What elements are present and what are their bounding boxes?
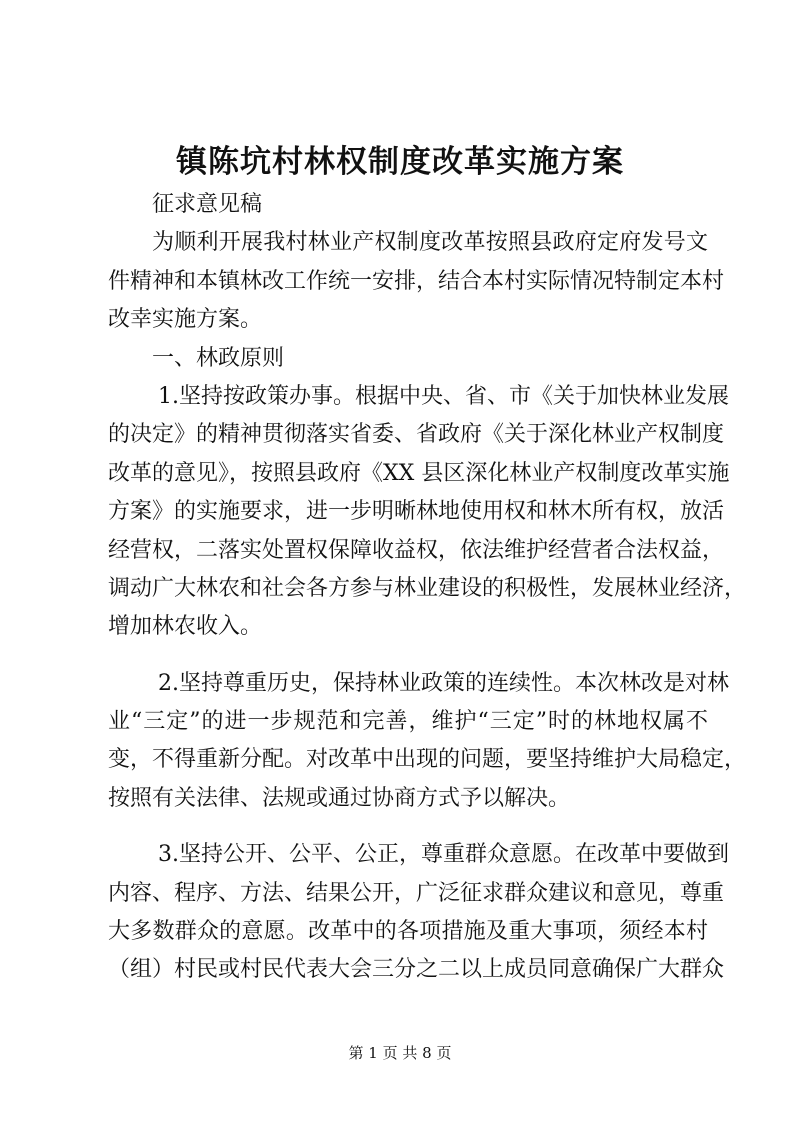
item2-line: 2.坚持尊重历史，保持林业政策的连续性。本次林改是对林 xyxy=(158,670,729,696)
item1-line: 改革的意见》，按照县政府《XX 县区深化林业产权制度改革实施 xyxy=(108,460,730,486)
intro-line: 为顺利开展我村林业产权制度改革按照县政府定府发号文 xyxy=(152,230,708,256)
item3-line: 内容、程序、方法、结果公开，广泛征求群众建议和意见，尊重 xyxy=(108,880,725,906)
item1-line: 1.坚持按政策办事。根据中央、省、市《关于加快林业发展 xyxy=(158,383,729,409)
item1-line: 经营权，二落实处置权保障收益权，依法维护经营者合法权益， xyxy=(108,537,725,563)
item2-line: 按照有关法律、法规或通过协商方式予以解决。 xyxy=(108,785,571,811)
paragraph-gap xyxy=(108,818,708,836)
document-title: 镇陈坑村林权制度改革实施方案 xyxy=(176,144,624,180)
item2-line: 业“三定”的进一步规范和完善，维护“三定”时的林地权属不 xyxy=(108,709,708,735)
page-footer: 第 1 页 共 8 页 xyxy=(348,1044,452,1062)
intro-line: 改幸实施方案。 xyxy=(108,307,263,333)
item2-line: 变，不得重新分配。对改革中出现的问题，要坚持维护大局稳定， xyxy=(108,747,747,773)
document-body xyxy=(108,186,747,990)
document-subtitle: 征求意见稿 xyxy=(152,192,263,217)
section-heading: 一、林政原则 xyxy=(152,345,285,371)
item3-line: （组）村民或村民代表大会三分之二以上成员同意确保广大群众 xyxy=(108,957,725,983)
item1-line: 方案》的实施要求，进一步明晰林地使用权和林木所有权，放活 xyxy=(108,499,725,525)
item3-line: 大多数群众的意愿。改革中的各项措施及重大事项，须经本村 xyxy=(108,919,708,945)
paragraph-gap xyxy=(108,647,708,665)
item1-line: 增加林农收入。 xyxy=(108,614,263,640)
item1-line: 的决定》的精神贯彻落实省委、省政府《关于深化林业产权制度 xyxy=(108,422,725,448)
intro-line: 件精神和本镇林改工作统一安排，结合本村实际情况特制定本村 xyxy=(108,268,725,294)
item1-line: 调动广大林农和社会各方参与林业建设的积极性，发展林业经济， xyxy=(108,575,747,601)
item3-line: 3.坚持公开、公平、公正，尊重群众意愿。在改革中要做到 xyxy=(158,842,729,868)
